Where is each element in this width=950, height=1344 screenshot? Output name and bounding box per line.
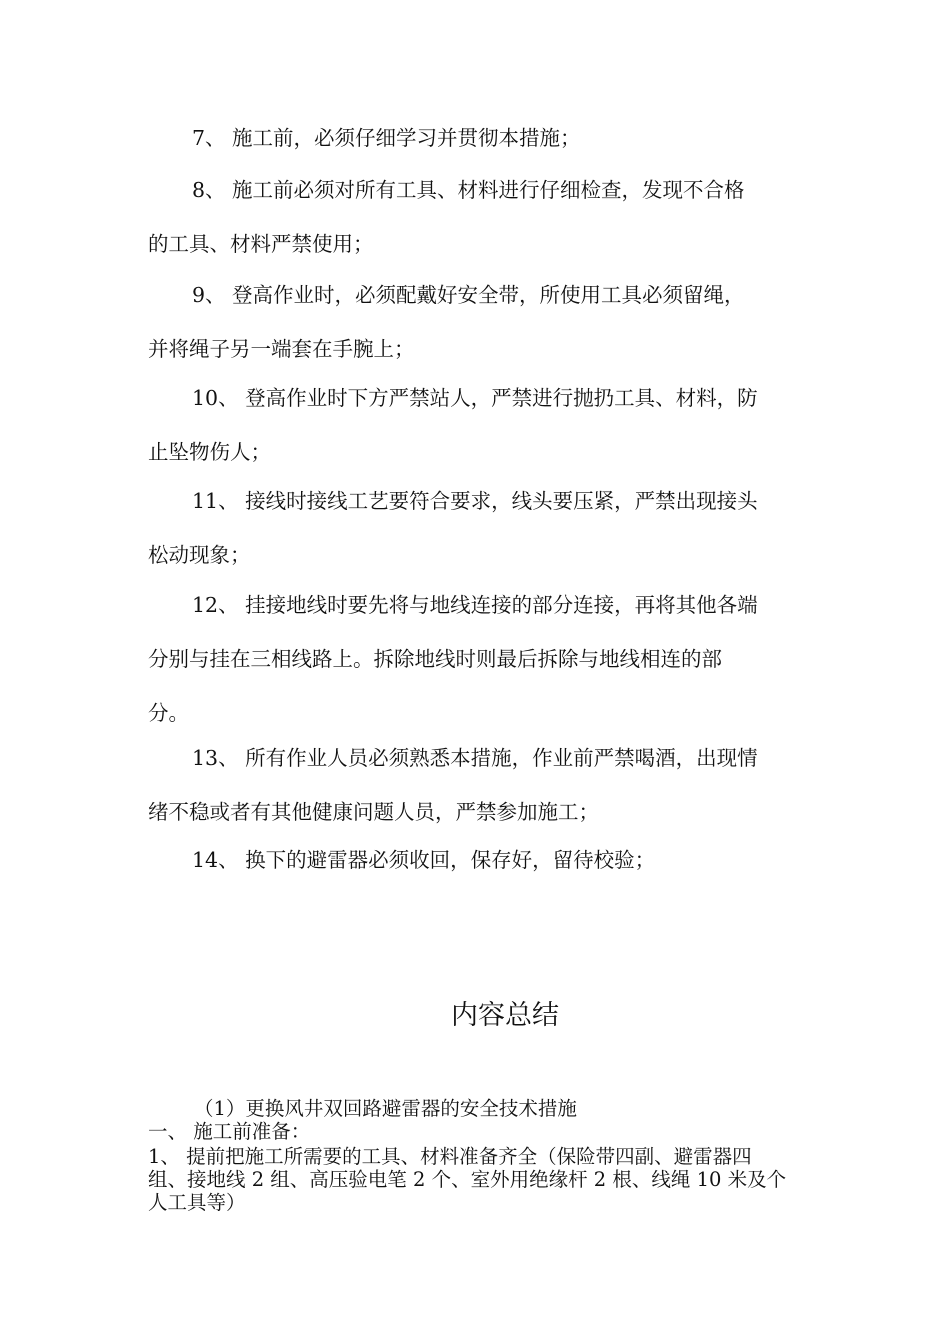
measure-item-12 [148, 578, 808, 740]
measure-item-9 [148, 268, 808, 376]
summary-point [148, 1145, 818, 1214]
item-line: 7、 施工前，必须仔细学习并贯彻本措施； [192, 126, 581, 150]
summary-line: 组、接地线 2 组、高压验电笔 2 个、室外用绝缘杆 2 根、线绳 10 米及个 [148, 1168, 787, 1191]
measure-item-7 [148, 111, 808, 165]
item-line: 的工具、材料严禁使用； [148, 232, 374, 256]
measure-item-11 [148, 474, 808, 582]
item-line: 14、 换下的避雷器必须收回，保存好，留待校验； [192, 848, 656, 872]
measure-item-14 [148, 833, 808, 887]
item-line: 分别与挂在三相线路上。拆除地线时则最后拆除与地线相连的部 [148, 647, 722, 671]
item-line: 12、 挂接地线时要先将与地线连接的部分连接，再将其他各端 [192, 593, 758, 617]
summary-line: 人工具等） [148, 1191, 246, 1214]
measure-item-13 [148, 731, 808, 839]
item-line: 绪不稳或者有其他健康问题人员，严禁参加施工； [148, 800, 599, 824]
item-line: 分。 [148, 701, 189, 725]
item-line: 松动现象； [148, 543, 251, 567]
measure-item-10 [148, 371, 808, 479]
item-line: 止坠物伤人； [148, 440, 271, 464]
item-line: 8、 施工前必须对所有工具、材料进行仔细检查，发现不合格 [192, 178, 745, 202]
item-line: 并将绳子另一端套在手腕上； [148, 337, 415, 361]
item-line: 13、 所有作业人员必须熟悉本措施，作业前严禁喝酒，出现情 [192, 746, 758, 770]
item-line: 9、 登高作业时，必须配戴好安全带，所使用工具必须留绳， [192, 283, 745, 307]
summary-section-heading: 一、 施工前准备： [148, 1120, 311, 1143]
item-line: 10、 登高作业时下方严禁站人，严禁进行抛扔工具、材料，防 [192, 386, 758, 410]
summary-line: 1、 提前把施工所需要的工具、材料准备齐全（保险带四副、避雷器四 [148, 1145, 752, 1168]
item-line: 11、 接线时接线工艺要符合要求，线头要压紧，严禁出现接头 [192, 489, 758, 513]
summary-subtitle: （1）更换风井双回路避雷器的安全技术措施 [194, 1097, 577, 1120]
measure-item-8 [148, 163, 808, 271]
summary-title: 内容总结 [451, 1000, 559, 1031]
